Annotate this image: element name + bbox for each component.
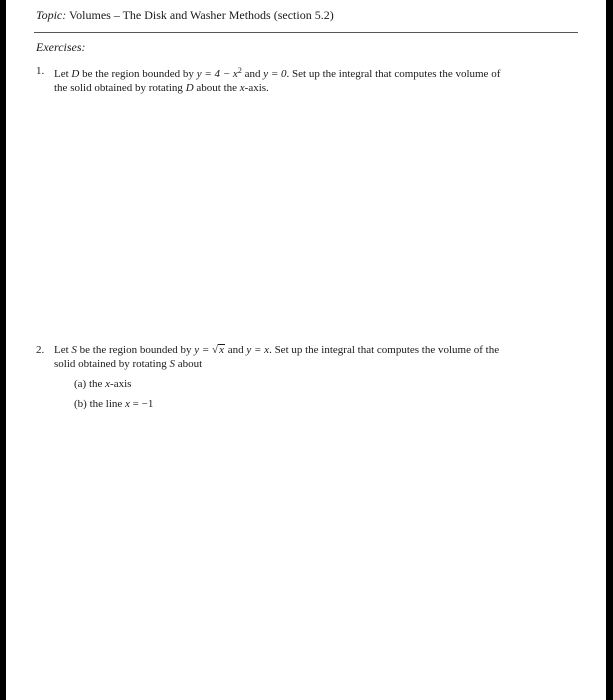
topic-header — [36, 8, 334, 23]
problem-1 — [36, 64, 581, 95]
p2-region: S — [71, 344, 77, 356]
p2-equation-1: y = — [194, 344, 213, 356]
problem-1-body — [54, 64, 581, 95]
p1-text-6: about the — [193, 82, 240, 94]
part-b-variable: x — [125, 398, 130, 410]
p1-exponent: 2 — [237, 66, 242, 75]
p2-text-1: Let — [54, 344, 72, 356]
p2-sqrt-sign: √ — [212, 344, 219, 356]
topic-title: Volumes – The Disk and Washer Methods (section 5.2) — [69, 8, 334, 22]
p1-equation-2: y = 0 — [263, 68, 287, 80]
problem-2-part-a — [74, 377, 581, 391]
problem-2-body — [54, 343, 581, 411]
topic-label: Topic: — [36, 8, 67, 22]
p1-text-4: . Set up the integral that computes the volume of — [286, 68, 501, 80]
problem-1-line-2 — [54, 81, 581, 95]
p1-text-1: Let — [54, 68, 72, 80]
p2-text-5: solid obtained by rotating — [54, 358, 170, 370]
p2-text-2: be the region bounded by — [76, 344, 195, 356]
problem-1-line-1 — [54, 64, 581, 81]
p1-equation-1: y = 4 − x — [196, 68, 238, 80]
p2-region-2: S — [169, 358, 175, 370]
part-a-label: (a) the — [74, 378, 106, 390]
p2-equation-2: y = x — [246, 344, 270, 356]
part-b-label: (b) the line — [74, 398, 126, 410]
problem-1-number: 1. — [36, 65, 45, 77]
p2-text-4: . Set up the integral that computes the volume of the — [269, 344, 500, 356]
document-page — [6, 0, 606, 700]
p1-text-3: and — [241, 68, 264, 80]
header-rule — [34, 32, 578, 33]
p2-text-3: and — [224, 344, 247, 356]
problem-2-number: 2. — [36, 344, 45, 356]
exercises-heading: Exercises: — [36, 40, 86, 54]
p2-sqrt-argument: x — [219, 344, 224, 356]
p1-region-2: D — [185, 82, 194, 94]
problem-2-line-1 — [54, 343, 581, 357]
part-b-rest: = −1 — [129, 398, 154, 410]
problem-2-line-2 — [54, 357, 581, 371]
p2-text-6: about — [174, 358, 203, 370]
part-a-variable: x — [105, 378, 111, 390]
p1-axis: x — [239, 82, 245, 94]
p1-text-7: -axis. — [244, 82, 269, 94]
p1-region: D — [71, 68, 80, 80]
p1-text-2: be the region bounded by — [79, 68, 197, 80]
part-a-rest: -axis — [110, 378, 132, 390]
p1-text-5: the solid obtained by rotating — [54, 82, 186, 94]
problem-2-part-b — [74, 397, 581, 411]
problem-2 — [36, 343, 581, 411]
